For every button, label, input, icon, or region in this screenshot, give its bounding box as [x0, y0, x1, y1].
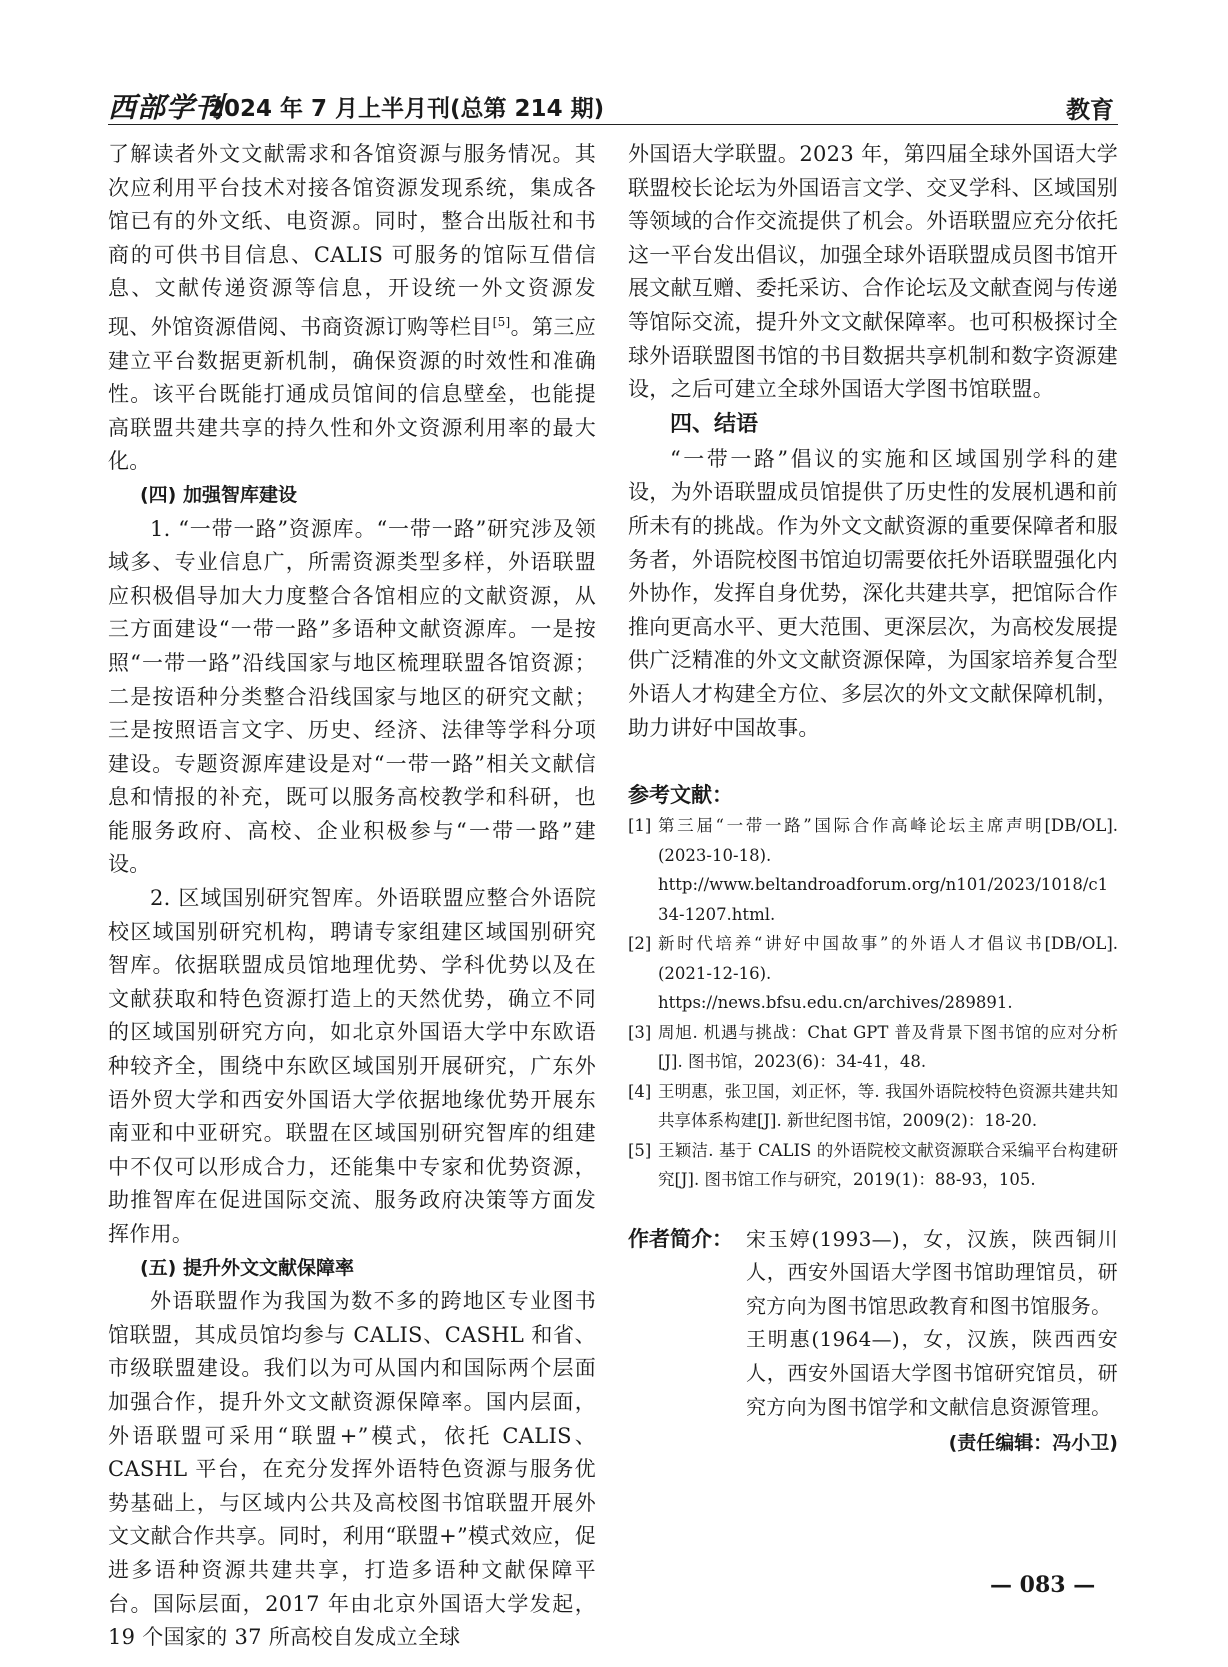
- reference-url[interactable]: https://news.bfsu.edu.cn/archives/289891.: [658, 993, 1013, 1013]
- left-column: [108, 138, 596, 1655]
- editor-note: (责任编辑：冯小卫): [948, 1432, 1118, 1455]
- reference-list: [628, 811, 1118, 1195]
- paragraph: 外语联盟作为我国为数不多的跨地区专业图书馆联盟，其成员馆均参与 CALIS、CASHL 和省、市级联盟建设。我们以为可从国内和国际两个层面加强合作，提升外文文献资源保障率。国内层面，外语联盟可采用“联盟+”模式，依托 CALIS、CASHL 平台，在充分发挥外语特色资源与服务优势基础上，与区域内公共及高校图书馆联盟开展外文文献合作共享。同时，利用“联盟+”模式效应，促进多语种资源共建共享，打造多语种文献保障平台。国际层面，2017 年由北京外国语大学发起，19 个国家的 37 所高校自发成立全球: [108, 1289, 596, 1650]
- paragraph: 1. “一带一路”资源库。“一带一路”研究涉及领域多、专业信息广，所需资源类型多样，外语联盟应积极倡导加大力度整合各馆相应的文献资源，从三方面建设“一带一路”多语种文献资源库。一是按照“一带一路”沿线国家与地区梳理联盟各馆资源；二是按语种分类整合沿线国家与地区的研究文献；三是按照语言文字、历史、经济、法律等学科分项建设。专题资源库建设是对“一带一路”相关文献信息和情报的补充，既可以服务高校教学和科研，也能服务政府、高校、企业积极参与“一带一路”建设。: [108, 516, 596, 877]
- paragraph: “一带一路”倡议的实施和区域国别学科的建设，为外语联盟成员馆提供了历史性的发展机遇和前所未有的挑战。作为外文文献资源的重要保障者和服务者，外语院校图书馆迫切需要依托外语联盟强化内外协作，发挥自身优势，深化共建共享，把馆际合作推向更高水平、更大范围、更深层次，为高校发展提供广泛精准的外文文献资源保障，为国家培养复合型外语人才构建全方位、多层次的外文文献保障机制，助力讲好中国故事。: [628, 446, 1118, 740]
- author-label: 作者简介：: [628, 1226, 733, 1251]
- reference-item: [4] 王明惠，张卫国，刘正怀，等. 我国外语院校特色资源共建共知共享体系构建[J]. 新世纪图书馆，2009(2)：18-20.: [628, 1081, 1118, 1131]
- citation-marker[interactable]: [5]: [492, 314, 511, 329]
- reference-item: [2] 新时代培养“讲好中国故事”的外语人才倡议书[DB/OL]. (2021-12-16). https://news.bfsu.edu.cn/archives/289891.: [628, 929, 1118, 1018]
- right-column: [628, 138, 1118, 1460]
- references-title: 参考文献：: [628, 783, 733, 808]
- running-header: [108, 86, 1118, 122]
- section-heading: (四) 加强智库建设: [140, 483, 297, 506]
- section-name: 教育: [1066, 96, 1114, 124]
- section-heading: 四、结语: [670, 411, 759, 437]
- journal-logo: 西部学刊: [108, 91, 225, 124]
- paragraph: 外国语大学联盟。2023 年，第四届全球外国语大学联盟校长论坛为外国语言文学、交叉学科、区域国别等领域的合作交流提供了机会。外语联盟应充分依托这一平台发出倡议，加强全球外语联盟成员图书馆开展文献互赠、委托采访、合作论坛及文献查阅与传递等馆际交流，提升外文文献保障率。也可积极探讨全球外语联盟图书馆的书目数据共享机制和数字资源建设，之后可建立全球外国语大学图书馆联盟。: [628, 142, 1118, 402]
- header-rule: [108, 124, 1118, 125]
- author-bio-2: 王明惠(1964—)，女，汉族，陕西西安人，西安外国语大学图书馆研究馆员，研究方向为图书馆学和文献信息资源管理。: [746, 1327, 1118, 1419]
- reference-item: [3] 周旭. 机遇与挑战：Chat GPT 普及背景下图书馆的应对分析[J]. 图书馆，2023(6)：34-41，48.: [628, 1022, 1118, 1072]
- reference-item: [5] 王颖洁. 基于 CALIS 的外语院校文献资源联合采编平台构建研究[J]. 图书馆工作与研究，2019(1)：88-93，105.: [628, 1140, 1118, 1190]
- paragraph: 2. 区域国别研究智库。外语联盟应整合外语院校区域国别研究机构，聘请专家组建区域国别研究智库。依据联盟成员馆地理优势、学科优势以及在文献获取和特色资源打造上的天然优势，确立不同的区域国别研究方向，如北京外国语大学中东欧语种较齐全，围绕中东欧区域国别开展研究，广东外语外贸大学和西安外国语大学依据地缘优势开展东南亚和中亚研究。联盟在区域国别研究智库的组建中不仅可以形成合力，还能集中专家和优势资源，助推智库在促进国际交流、服务政府决策等方面发挥作用。: [108, 886, 596, 1246]
- issue-info: 2024 年 7 月上半月刊(总第 214 期): [208, 96, 605, 122]
- reference-item: [1] 第三届“一带一路”国际合作高峰论坛主席声明[DB/OL]. (2023-10-18). http://www.beltandroadforum.org/n101/2023/1018/c134-1207.html.: [628, 811, 1118, 929]
- section-heading: (五) 提升外文文献保障率: [140, 1256, 354, 1279]
- paragraph: 了解读者外文文献需求和各馆资源与服务情况。其次应利用平台技术对接各馆资源发现系统，集成各馆已有的外文纸、电资源。同时，整合出版社和书商的可供书目信息、CALIS 可服务的馆际互借信息、文献传递资源等信息，开设统一外文资源发现、外馆资源借阅、书商资源订购等栏目[5]。第三应建立平台数据更新机制，确保资源的时效性和准确性。该平台既能打通成员馆间的信息壁垒，也能提高联盟共建共享的持久性和外文资源利用率的最大化。: [108, 142, 597, 474]
- author-bio: [628, 1223, 1118, 1425]
- reference-url[interactable]: http://www.beltandroadforum.org/n101/2023/1018/c134-1207.html.: [658, 875, 1109, 924]
- page-number: — 083 —: [990, 1572, 1096, 1598]
- author-bio-1: 宋玉婷(1993—)，女，汉族，陕西铜川人，西安外国语大学图书馆助理馆员，研究方向为图书馆思政教育和图书馆服务。: [746, 1226, 1118, 1318]
